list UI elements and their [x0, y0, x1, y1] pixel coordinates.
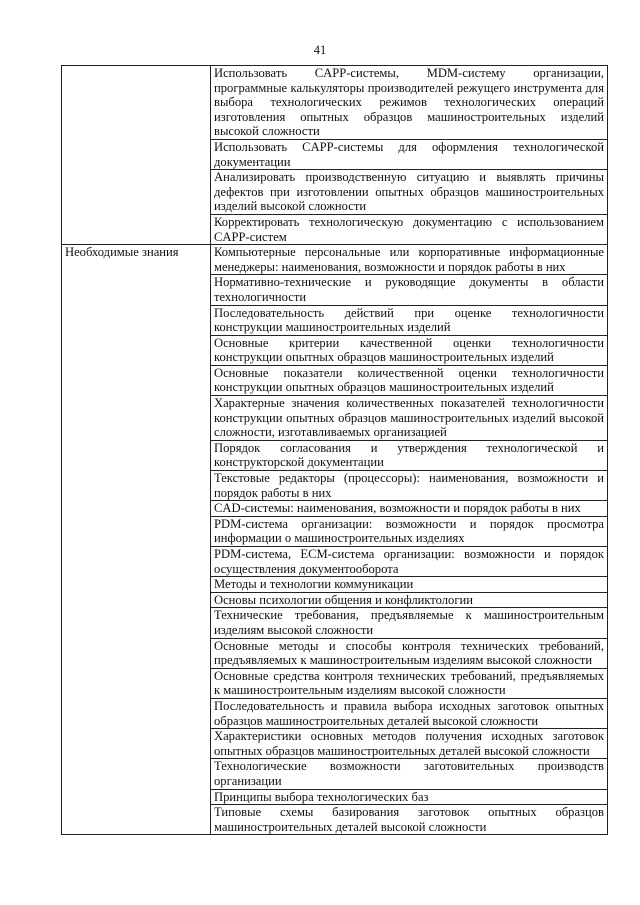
knowledge-item: Характерные значения количественных показателей технологичности конструкции опытных образцов машиностроительных изделий высокой сложности, изготавливаемых организацией	[211, 396, 608, 441]
knowledge-item: Характеристики основных методов получения исходных заготовок опытных образцов машиностроительных деталей высокой сложности	[211, 729, 608, 759]
skill-item: Использовать CAPP-системы для оформления технологической документации	[211, 139, 608, 169]
knowledge-item: Принципы выбора технологических баз	[211, 789, 608, 805]
knowledge-item: Последовательность и правила выбора исходных заготовок опытных образцов машиностроительных деталей высокой сложности	[211, 698, 608, 728]
knowledge-item: Методы и технологии коммуникации	[211, 577, 608, 593]
knowledge-item: Основные показатели количественной оценки технологичности конструкции опытных образцов машиностроительных изделий	[211, 365, 608, 395]
knowledge-item: Основные методы и способы контроля технических требований, предъявляемых к машиностроительным изделиям высокой сложности	[211, 638, 608, 668]
table-row	[62, 66, 608, 140]
knowledge-item: Типовые схемы базирования заготовок опытных образцов машиностроительных деталей высокой сложности	[211, 805, 608, 835]
page-number: 41	[313, 43, 327, 57]
knowledge-item: Нормативно-технические и руководящие документы в области технологичности	[211, 275, 608, 305]
knowledge-label: Необходимые знания	[62, 245, 211, 835]
skill-item: Использовать CAPP-системы, MDM-систему организации, программные калькуляторы производителей режущего инструмента для выбора технологических режимов технологических операций изготовления опытных образцов машиностроительных изделий высокой сложности	[211, 66, 608, 140]
knowledge-item: Компьютерные персональные или корпоративные информационные менеджеры: наименования, возможности и порядок работы в них	[211, 245, 608, 275]
knowledge-item: Основные критерии качественной оценки технологичности конструкции опытных образцов машиностроительных изделий	[211, 335, 608, 365]
skill-item: Анализировать производственную ситуацию и выявлять причины дефектов при изготовлении опытных образцов машиностроительных изделий высокой сложности	[211, 170, 608, 215]
knowledge-item: Последовательность действий при оценке технологичности конструкции машиностроительных изделий	[211, 305, 608, 335]
skills-label-cell	[62, 66, 211, 245]
knowledge-item: Основы психологии общения и конфликтологии	[211, 592, 608, 608]
knowledge-item: Порядок согласования и утверждения технологической и конструкторской документации	[211, 440, 608, 470]
skill-item: Корректировать технологическую документацию с использованием CAPP-систем	[211, 214, 608, 244]
knowledge-item: Основные средства контроля технических требований, предъявляемых к машиностроительным изделиям высокой сложности	[211, 668, 608, 698]
requirements-table	[61, 65, 608, 835]
knowledge-item: Технологические возможности заготовительных производств организации	[211, 759, 608, 789]
knowledge-item: Текстовые редакторы (процессоры): наименования, возможности и порядок работы в них	[211, 471, 608, 501]
knowledge-item: Технические требования, предъявляемые к машиностроительным изделиям высокой сложности	[211, 608, 608, 638]
table-row	[62, 245, 608, 275]
knowledge-item: PDM-система организации: возможности и порядок просмотра информации о машиностроительных изделиях	[211, 516, 608, 546]
knowledge-item: PDM-система, ECM-система организации: возможности и порядок осуществления документооборота	[211, 547, 608, 577]
knowledge-item: CAD-системы: наименования, возможности и порядок работы в них	[211, 501, 608, 517]
